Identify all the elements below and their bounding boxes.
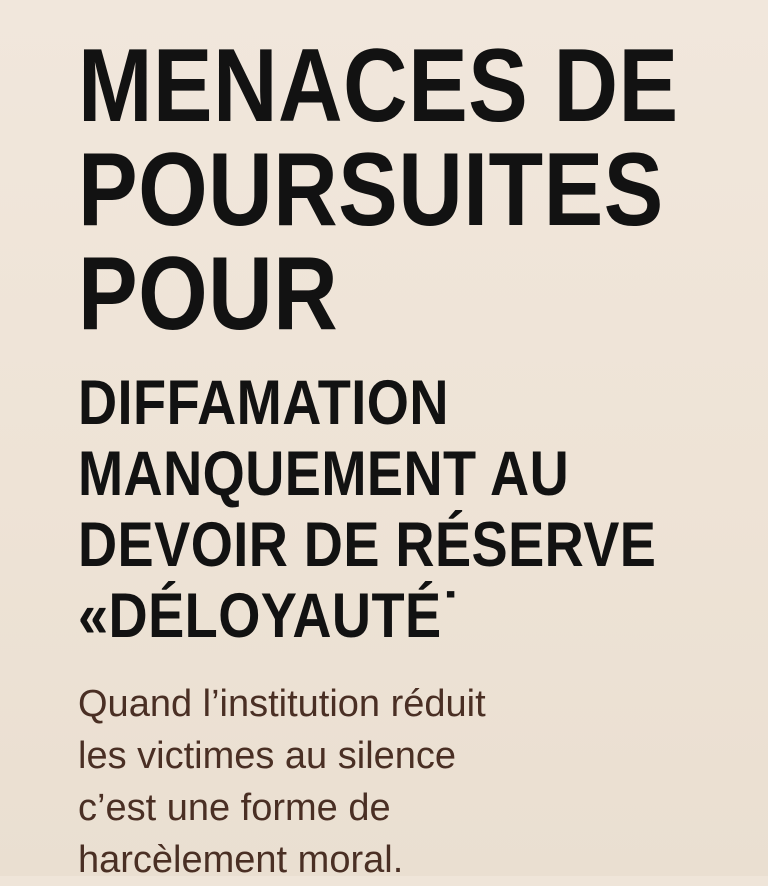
subheadline-line-4: «DÉLOYAUTÉ˙ xyxy=(78,581,461,651)
headline-line-2: POURSUITES xyxy=(78,132,664,248)
body-line-2: les victimes au silence xyxy=(78,735,457,777)
subheadline xyxy=(78,368,678,652)
subheadline-line-3: DEVOIR DE RÉSERVE xyxy=(78,510,657,580)
headline xyxy=(78,28,679,352)
body-line-3: c’est une forme de xyxy=(78,787,391,829)
headline-line-1: MENACES DE xyxy=(78,28,679,144)
body-text xyxy=(78,678,698,886)
body-line-1: Quand l’institution réduit xyxy=(78,683,486,725)
subheadline-line-1: DIFFAMATION xyxy=(78,368,449,438)
body-line-4: harcèlement moral. xyxy=(78,839,404,881)
headline-line-3: POUR xyxy=(78,236,339,352)
subheadline-line-2: MANQUEMENT AU xyxy=(78,439,570,509)
